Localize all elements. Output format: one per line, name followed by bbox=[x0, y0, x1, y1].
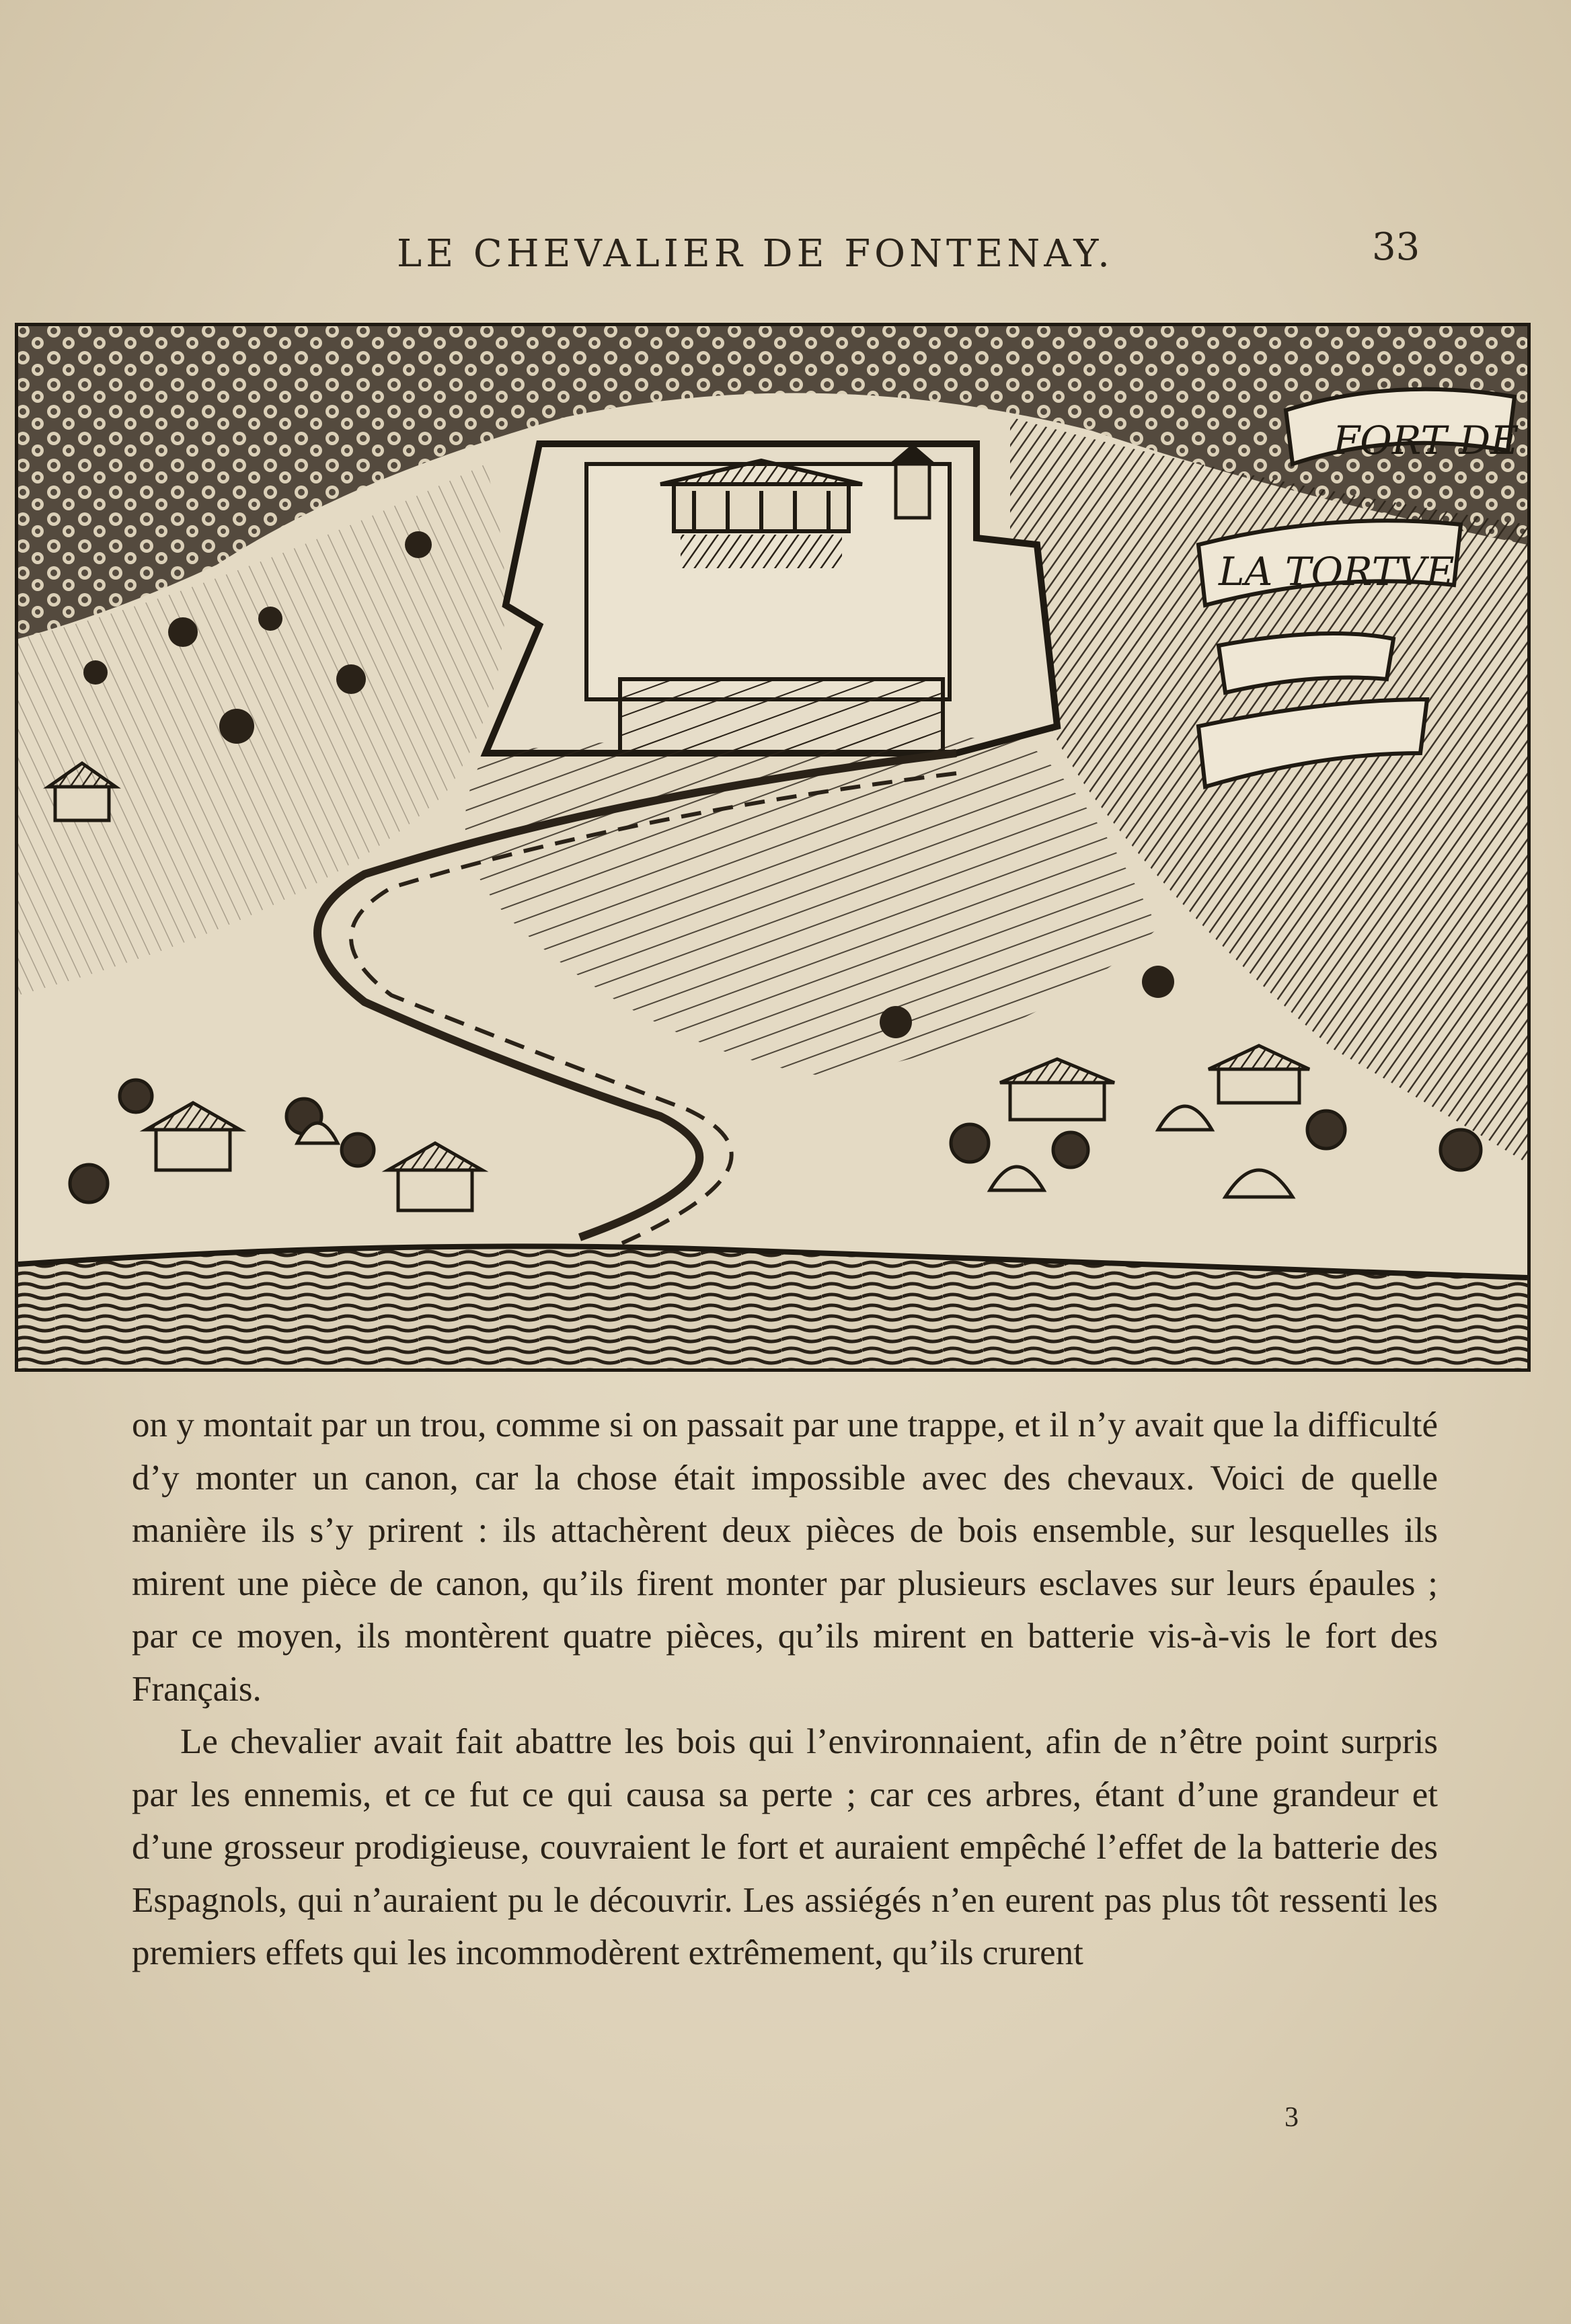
paragraph: Le chevalier avait fait abattre les bois qui l’environnaient, afin de n’être point surpris par les ennemis, et ce fut ce qui causa sa perte ; car ces arbres, étant d’une grandeur et d’une grosseur prodigieuse, couvraient le fort et auraient empêché l’effet de la batterie des Espagnols, qui n’auraient pu le découvrir. Les assiégés n’en eurent pas plus tôt ressenti les premiers effets qui les incommodèrent extrêmement, qu’ils crurent bbox=[132, 1722, 1438, 1972]
fortress bbox=[486, 444, 1057, 753]
signature-mark: 3 bbox=[1285, 2102, 1299, 2133]
banner-label-la-tortue: LA TORTVE bbox=[1219, 549, 1455, 594]
body-text bbox=[132, 1399, 1438, 1980]
page-number: 33 bbox=[1372, 225, 1420, 269]
paragraph: on y montait par un trou, comme si on passait par une trappe, et il n’y avait que la difficulté d’y monter un canon, car la chose était impossible avec des chevaux. Voici de quelle manière ils s’y prirent : ils attachèrent deux pièces de bois ensemble, sur lesquelles ils mirent une pièce de canon, qu’ils firent monter par plusieurs esclaves sur leurs épaules ; par ce moyen, ils montèrent quatre pièces, qu’ils mirent en batterie vis-à-vis le fort des Français. bbox=[132, 1405, 1438, 1709]
running-title: LE CHEVALIER DE FONTENAY. bbox=[397, 232, 1114, 276]
engraving-fort-de-la-tortue bbox=[15, 323, 1531, 1372]
banner-label-fort-de: FORT DE bbox=[1333, 418, 1519, 463]
